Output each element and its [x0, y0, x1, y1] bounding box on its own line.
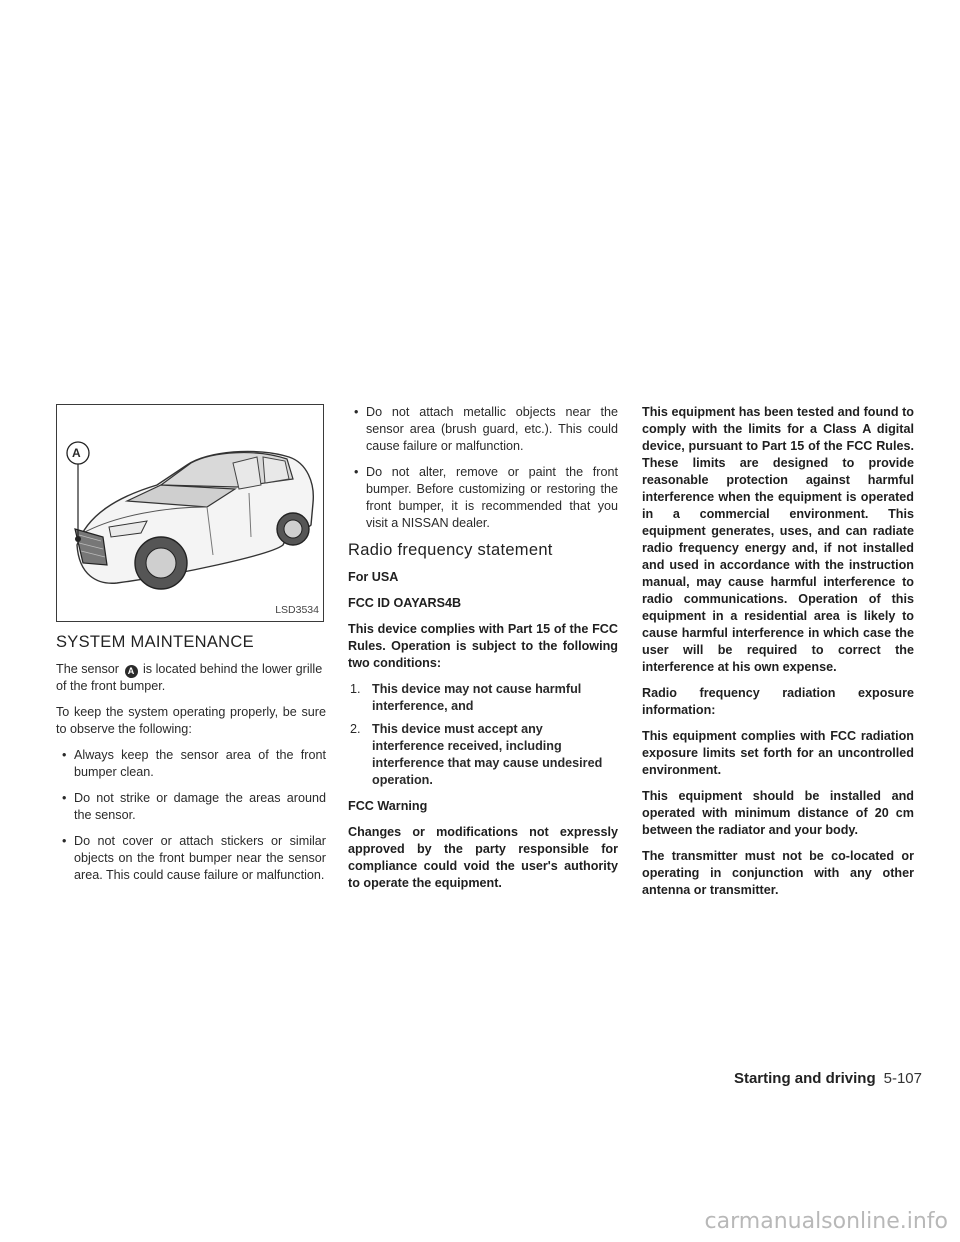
- column-left: [56, 404, 326, 893]
- page-footer: [702, 1070, 922, 1087]
- list-item: [348, 681, 618, 715]
- fcc-id: FCC ID OAYARS4B: [348, 596, 462, 610]
- bullet-icon: •: [354, 405, 359, 419]
- bullet-icon: •: [62, 834, 67, 848]
- tested-text: This equipment has been tested and found to comply with the limits for a Class A digital device, pursuant to Part 15 of the FCC Rules. These limits are designed to provide reasonable protection against harmful interference when the equipment is operated in a commercial environment. This equipment generates, uses, and can radiate radio frequency energy and, if not installed and used in accordance with the instruction manual, may cause harmful interference to radio communications. Operation of this equipment in a residential area is likely to cause harmful interference in which case the user will be required to correct the interference at his own expense.: [642, 405, 914, 674]
- fcc-warning: FCC Warning: [348, 799, 428, 813]
- bullet-icon: •: [354, 465, 359, 479]
- list-item: [348, 464, 618, 532]
- item-number: 1.: [350, 682, 361, 696]
- bullet-icon: •: [62, 791, 67, 805]
- section-heading: SYSTEM MAINTENANCE: [56, 633, 254, 651]
- bullet-text: Always keep the sensor area of the front bumper clean.: [74, 748, 326, 779]
- list-item: [348, 404, 618, 455]
- sensor-intro: [56, 661, 326, 695]
- column-right: [642, 404, 914, 908]
- column-middle: [348, 404, 618, 901]
- figure-label-a: A: [72, 446, 81, 460]
- footer-section-title: Starting and driving: [733, 1070, 876, 1087]
- for-usa: For USA: [348, 570, 399, 584]
- exposure-text: This equipment complies with FCC radiation exposure limits set forth for an uncontrolled environment.: [642, 729, 914, 777]
- watermark: carmanualsonline.info: [704, 1209, 948, 1234]
- maintenance-list-1: [56, 747, 326, 884]
- list-item: [56, 790, 326, 824]
- bullet-text: Do not cover or attach stickers or similar objects on the front bumper near the sensor area. This could cause failure or malfunction.: [74, 834, 326, 882]
- bullet-icon: •: [62, 748, 67, 762]
- condition-text: This device must accept any interference received, including interference that may cause undesired operation.: [372, 722, 603, 787]
- transmitter-text: The transmitter must not be co-located or operating in conjunction with any other antenna or transmitter.: [642, 849, 914, 897]
- list-item: [56, 747, 326, 781]
- car-drawing: [57, 405, 323, 621]
- page-number: 5-107: [883, 1070, 922, 1087]
- bullet-text: Do not alter, remove or paint the front bumper. Before customizing or restoring the front bumper, it is recommended that you visit a NISSAN dealer.: [366, 465, 618, 530]
- figure-code: LSD3534: [275, 604, 319, 616]
- intro-pre-text: The sensor: [56, 662, 119, 676]
- exposure-title: Radio frequency radiation exposure information:: [642, 686, 914, 717]
- keep-text: To keep the system operating properly, be sure to observe the following:: [56, 705, 326, 736]
- distance-text: This equipment should be installed and operated with minimum distance of 20 cm between the radiator and your body.: [642, 789, 914, 837]
- conditions-list: [348, 681, 618, 789]
- list-item: [56, 833, 326, 884]
- item-number: 2.: [350, 722, 361, 736]
- bullet-text: Do not attach metallic objects near the sensor area (brush guard, etc.). This could cause failure or malfunction.: [366, 405, 618, 453]
- bullet-text: Do not strike or damage the areas around the sensor.: [74, 791, 326, 822]
- car-illustration: [56, 404, 324, 622]
- changes-text: Changes or modifications not expressly approved by the party responsible for compliance could void the user's authority to operate the equipment.: [348, 825, 618, 890]
- list-item: [348, 721, 618, 789]
- radio-heading: Radio frequency statement: [348, 541, 553, 559]
- condition-text: This device may not cause harmful interference, and: [372, 682, 582, 713]
- maintenance-list-2: [348, 404, 618, 532]
- sensor-marker-icon: A: [125, 665, 138, 678]
- intro-post-text: is located behind the lower grille of the front bumper.: [56, 662, 323, 693]
- complies-text: This device complies with Part 15 of the FCC Rules. Operation is subject to the following two conditions:: [348, 622, 618, 670]
